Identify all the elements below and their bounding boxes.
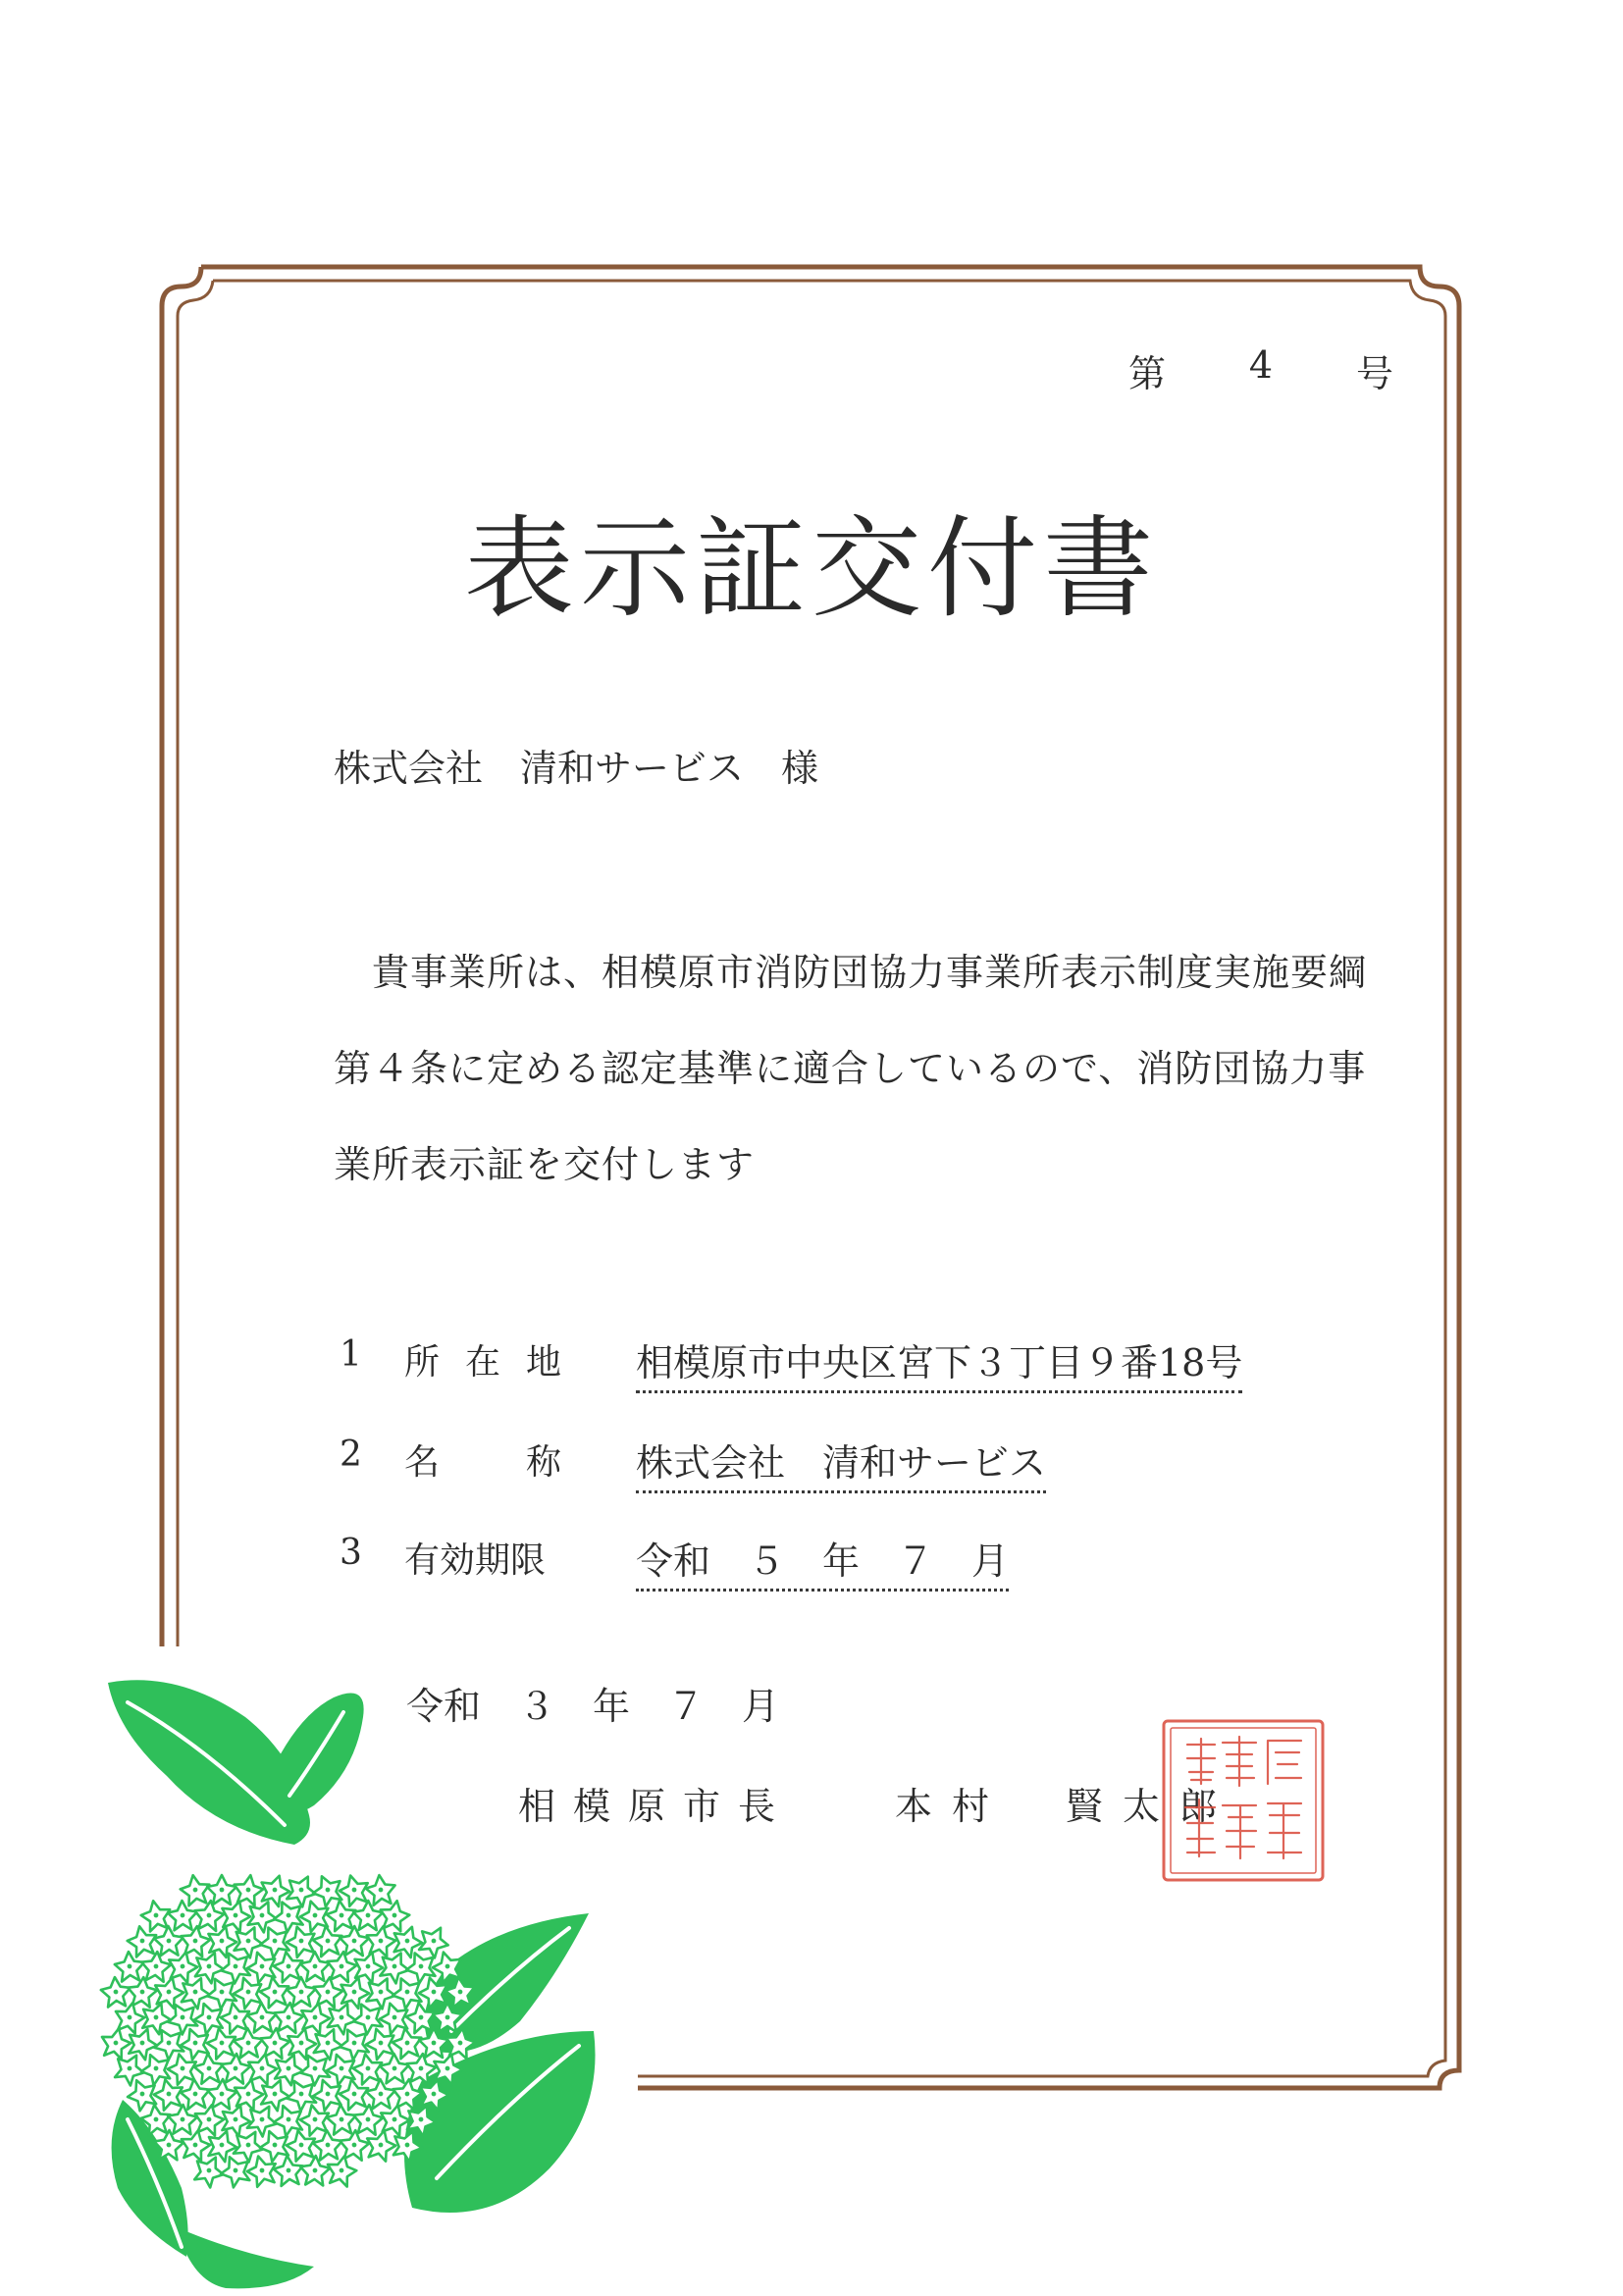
body-line-2: 第４条に定める認定基準に適合しているので、消防団協力事	[334, 1047, 1367, 1090]
body-line-1: 貴事業所は、相模原市消防団協力事業所表示制度実施要綱	[334, 951, 1368, 994]
hydrangea-illustration-icon	[98, 1678, 648, 2296]
hydrangea-floret	[167, 1900, 197, 1930]
recipient-name: 株式会社 清和サービス 様	[334, 747, 819, 790]
hydrangea-floret	[311, 1975, 344, 2009]
hydrangea-floret	[179, 1924, 211, 1957]
item-label-expiry	[404, 1533, 561, 1583]
item-value-expiry: 令和 ５ 年 ７ 月	[636, 1531, 1009, 1592]
hydrangea-floret	[114, 1951, 145, 1982]
document-number	[1128, 343, 1393, 397]
hydrangea-floret	[100, 1976, 131, 2008]
item-label-location	[404, 1334, 561, 1384]
label-char: 名	[404, 1442, 441, 1483]
item-value-name: 株式会社 清和サービス	[636, 1433, 1046, 1493]
hydrangea-floret	[300, 1952, 331, 1982]
item-number-2: 2	[340, 1435, 362, 1475]
hydrangea-floret	[98, 2025, 133, 2061]
item-value-location: 相模原市中央区宮下３丁目９番18号	[636, 1332, 1242, 1393]
hydrangea-floret	[353, 1901, 384, 1931]
official-seal-icon	[1158, 1715, 1329, 1886]
hydrangea-floret	[299, 2155, 331, 2186]
hydrangea-floret	[193, 2053, 226, 2085]
hydrangea-floret	[232, 1873, 265, 1906]
hydrangea-floret	[273, 2155, 305, 2187]
document-number-prefix: 第	[1128, 352, 1167, 395]
hydrangea-floret	[178, 2127, 212, 2162]
issue-date: 令和 ３ 年 ７ 月	[406, 1685, 780, 1728]
item-number-1: 1	[340, 1334, 362, 1375]
signer-name: 本村 賢太郎	[895, 1785, 1237, 1828]
item-number-3: 3	[340, 1533, 362, 1573]
hydrangea-floret	[246, 2002, 278, 2033]
document-number-value: 4	[1248, 343, 1274, 387]
label-char: 称	[525, 1442, 561, 1483]
document-number-suffix: 号	[1355, 352, 1393, 395]
body-line-3: 業所表示証を交付します	[334, 1143, 756, 1186]
label-char: 地	[525, 1342, 561, 1383]
certificate-title: 表示証交付書	[464, 505, 1159, 633]
label-char: 在	[464, 1342, 500, 1383]
hydrangea-floret	[364, 1924, 398, 1958]
label-char: 有効期限	[404, 1540, 547, 1581]
hydrangea-floret	[379, 2053, 409, 2083]
item-label-name	[404, 1435, 561, 1485]
signer-title: 相模原市長	[518, 1785, 794, 1828]
hydrangea-floret	[220, 2053, 251, 2084]
label-char: 所	[404, 1342, 441, 1383]
hydrangea-floret	[167, 2104, 197, 2134]
hydrangea-floret	[259, 2027, 291, 2060]
hydrangea-floret	[326, 2104, 357, 2135]
